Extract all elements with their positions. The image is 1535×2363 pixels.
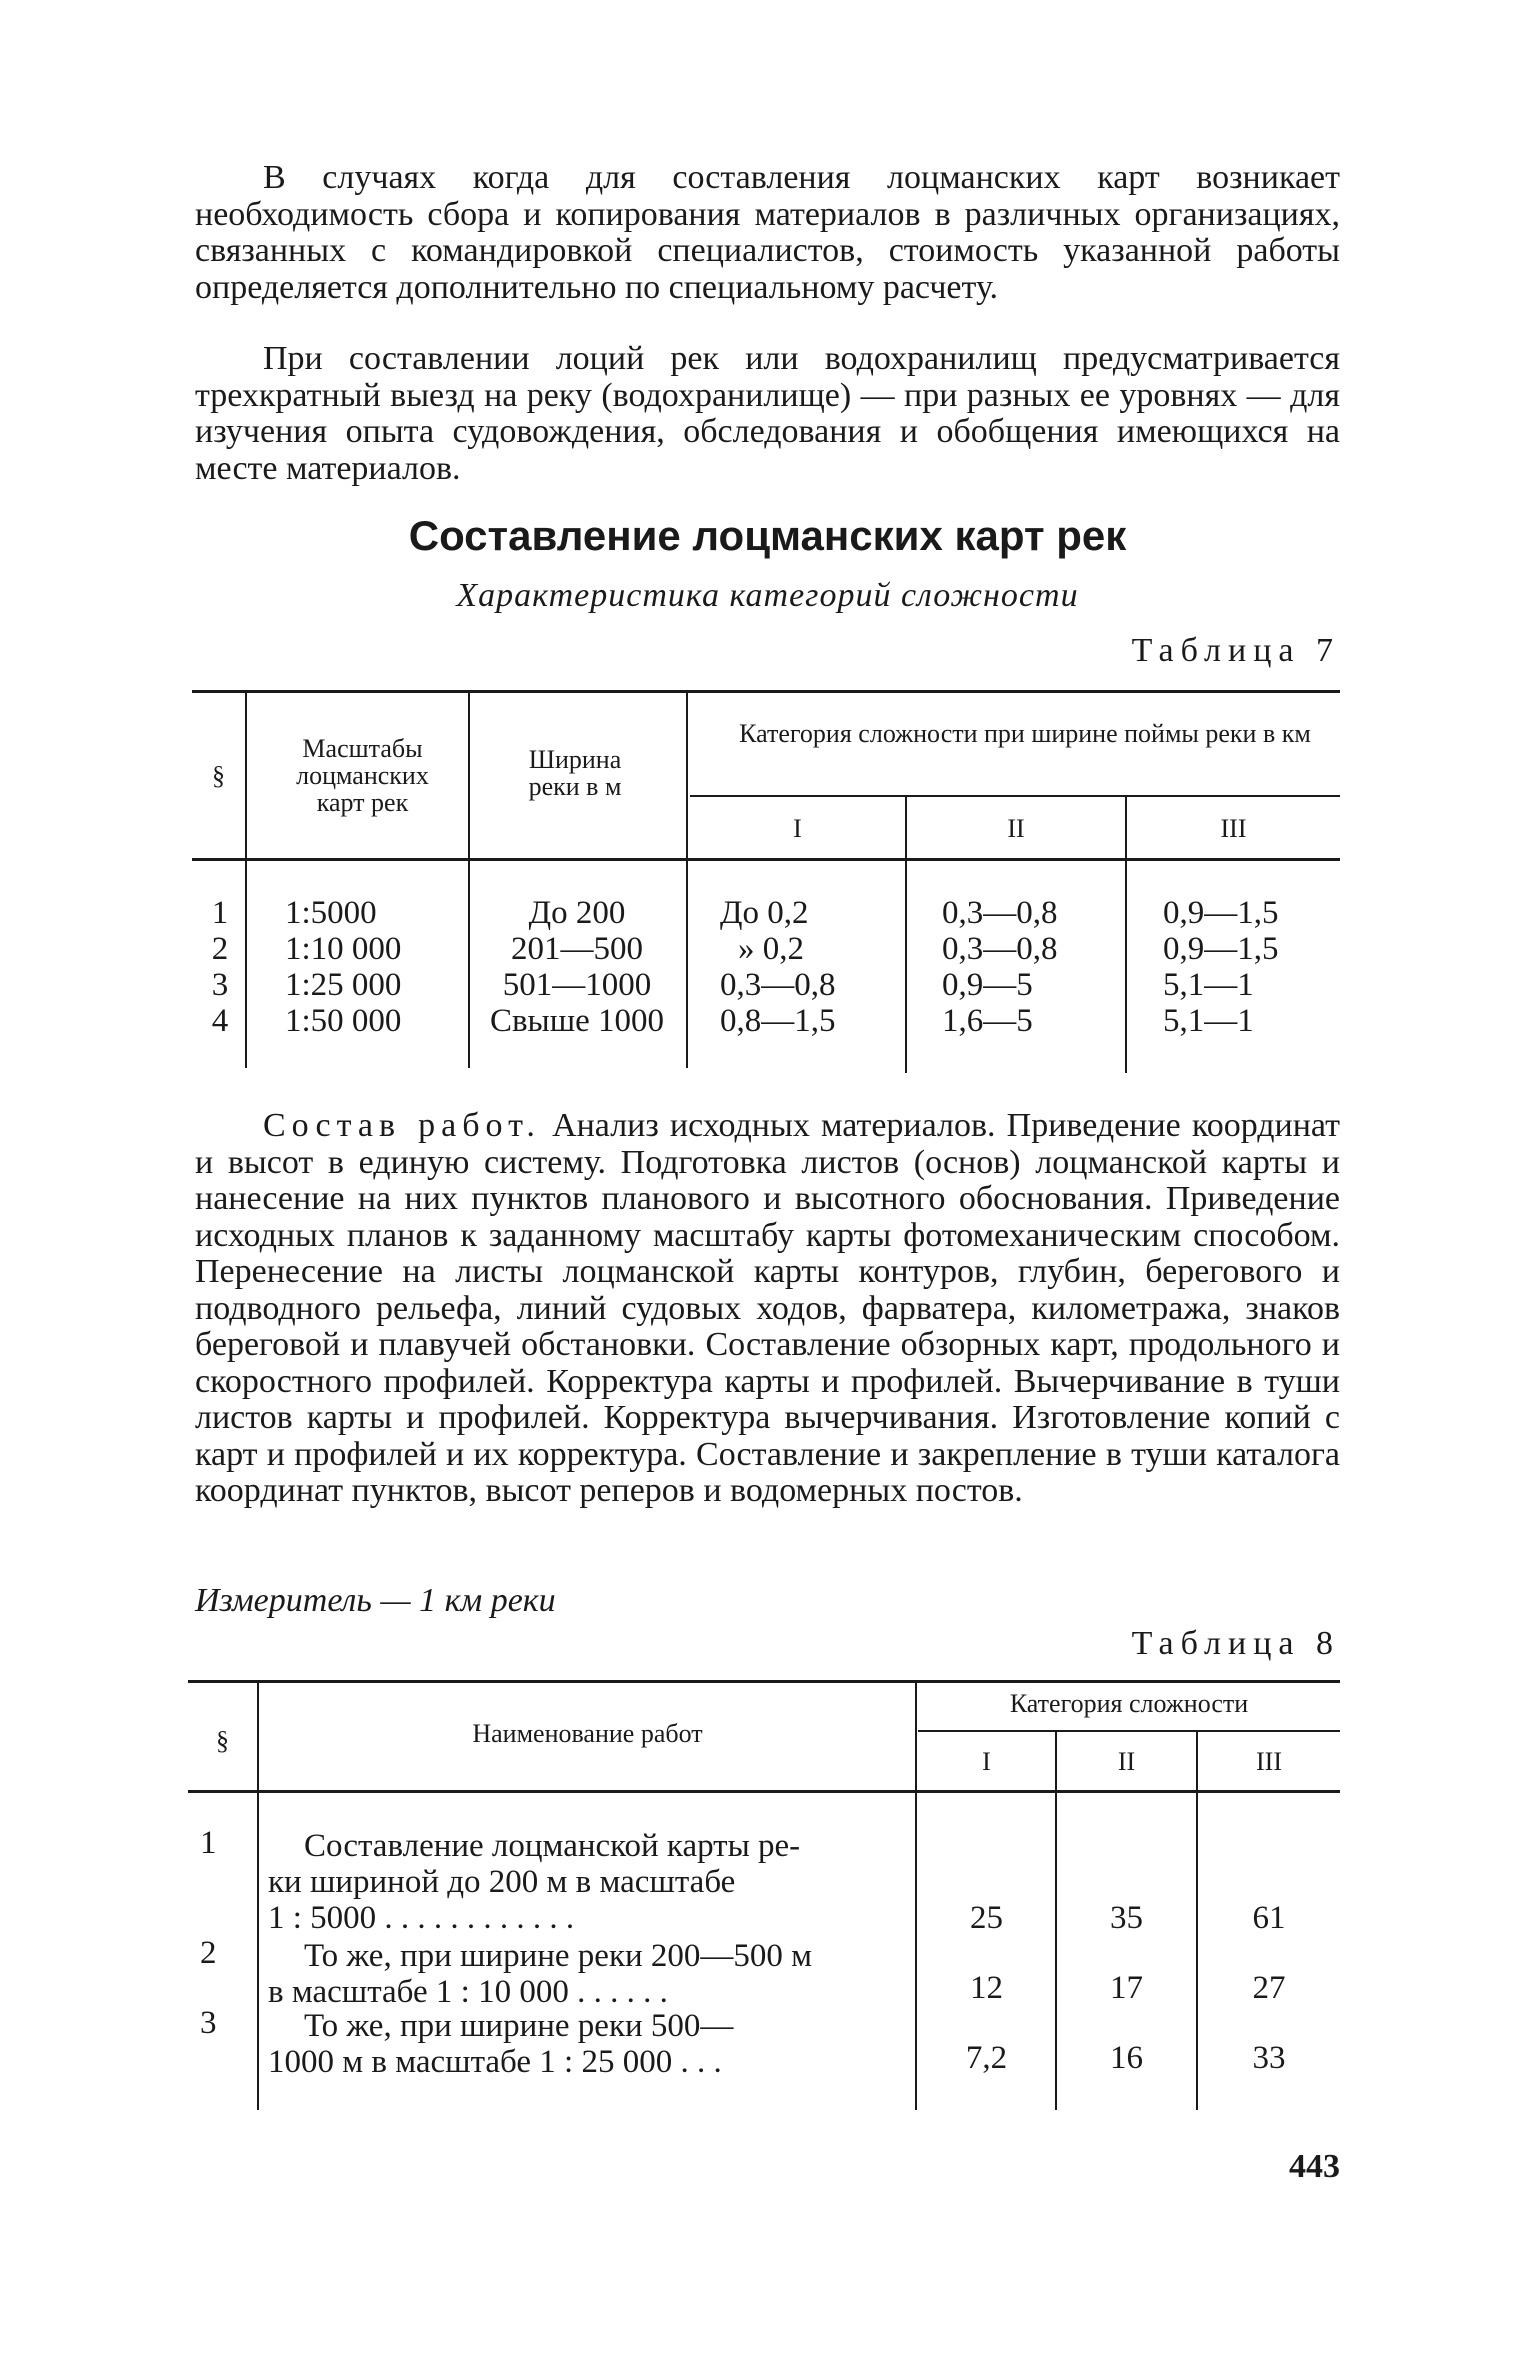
table8-row3-c3: 33 — [1252, 2040, 1286, 2076]
table7-cell: 5,1—1 — [1163, 1003, 1254, 1039]
table7-header-para: § — [212, 761, 225, 790]
table8-header-cat1: I — [982, 1747, 991, 1776]
section-subtitle: Характеристика категорий сложности — [456, 577, 1079, 614]
table8-row3-name — [268, 2008, 896, 2080]
table7-cell: 1:25 000 — [285, 967, 402, 1003]
table7-cell: 0,9—1,5 — [1163, 895, 1279, 931]
work-lead: Состав работ. — [263, 1107, 541, 1144]
table7-header-scale: Масштабы лоцманских карт рек — [296, 734, 429, 817]
table7-cell: 1:5000 — [285, 895, 377, 931]
table8-row1-line: 1 : 5000 . . . . . . . . . . . . — [268, 1900, 575, 1936]
table8-label: Таблица 8 — [1131, 1625, 1340, 1662]
table8-row2-name — [268, 1938, 896, 2010]
page-number: 443 — [1289, 2148, 1340, 2185]
table8-header-name: Наименование работ — [472, 1719, 703, 1748]
table7-cell: Свыше 1000 — [489, 1003, 665, 1039]
table7-col-para — [205, 895, 235, 1039]
table8-header-cat2: II — [1117, 1747, 1136, 1776]
table7-cell: 3 — [211, 967, 229, 1003]
table7-cell: До 200 — [528, 895, 626, 931]
table8-row1-c3: 61 — [1252, 1900, 1286, 1936]
work-composition — [195, 1108, 1340, 1510]
table8-row1-c2: 35 — [1110, 1900, 1143, 1936]
table7-header-cat3: III — [1220, 814, 1247, 843]
table8-row3-c2: 16 — [1110, 2040, 1143, 2076]
table8-row1-num: 1 — [200, 1825, 217, 1861]
table8-header-para: § — [216, 1726, 229, 1755]
table7-label: Таблица 7 — [1131, 632, 1340, 669]
table8-row2-num: 2 — [200, 1935, 217, 1971]
table7-cell: 5,1—1 — [1163, 967, 1254, 1003]
table7-cell: 0,9—1,5 — [1163, 931, 1279, 967]
table7-cell: 4 — [211, 1003, 229, 1039]
table8-row1-c1: 25 — [970, 1900, 1003, 1936]
table7-cell: 0,8—1,5 — [720, 1003, 836, 1039]
table8-row2-c3: 27 — [1252, 1970, 1286, 2006]
work-measure: Измеритель — 1 км реки — [195, 1582, 556, 1619]
table8-row1-name — [268, 1828, 896, 1936]
table7-col-width — [470, 895, 684, 1039]
table7-cell: 501—1000 — [502, 967, 652, 1003]
table7-header-cat2: II — [1007, 814, 1025, 843]
table8-row1-line: Составление лоцманской карты ре- — [304, 1828, 801, 1864]
table8-header-cat3: III — [1256, 1747, 1282, 1776]
work-text: Анализ исходных материалов. Приведение координат и высот в единую систему. Подготовка листов (основ) лоцманской карты и нанесение на них пунктов планового и высотного обоснования. Приведение исходных планов к заданному масштабу карты фотомеханическим способом. Перенесение на листы лоцманской карты контуров, глубин, берегового и подводного рельефа, линий судовых ходов, фарватера, километража, знаков береговой и плавучей обстановки. Составление обзорных карт, продольного и скоростного профилей. Корректура карты и профилей. Вычерчивание в туши листов карты и профилей. Корректура вычерчивания. Изготовление копий с карт и профилей и их корректура. Составление и закрепление в туши каталога координат пунктов, высот реперов и водомерных постов. — [195, 1107, 1341, 1509]
paragraph-2: При составлении лоций рек или водохранилищ предусматривается трехкратный выезд на реку (водохранилище) — при разных ее уровнях — для изучения опыта судовождения, обследования и обобщения имеющихся на месте материалов. — [195, 340, 1340, 487]
paragraph-1: В случаях когда для составления лоцманских карт возникает необходимость сбора и копирования материалов в различных организациях, связанных с командировкой специалистов, стоимость указанной работы определяется дополнительно по специальному расчету. — [195, 159, 1340, 306]
table8-row3-line: То же, при ширине реки 500— — [304, 2008, 734, 2044]
table7-col-cat1 — [720, 895, 836, 1039]
table7-col-cat2 — [942, 895, 1058, 1039]
table8-row2-c1: 12 — [970, 1970, 1003, 2006]
table7-cell: 0,9—5 — [942, 967, 1033, 1003]
table8-header-category: Категория сложности — [1009, 1689, 1249, 1718]
table7-header-category: Категория сложности при ширине поймы реки в км — [739, 719, 1311, 748]
table7-col-cat3 — [1163, 895, 1279, 1039]
table7-cell: До 0,2 — [720, 895, 809, 931]
table7-cell: » 0,2 — [738, 931, 804, 967]
table7-cell: 1:50 000 — [285, 1003, 402, 1039]
table8-row1-line: ки шириной до 200 м в масштабе — [268, 1864, 736, 1900]
table7-cell: 0,3—0,8 — [942, 931, 1058, 967]
table8-row2-c2: 17 — [1110, 1970, 1143, 2006]
table8-row3-c1: 7,2 — [965, 2040, 1008, 2076]
table7-cell: 2 — [211, 931, 229, 967]
table7-cell: 1,6—5 — [942, 1003, 1033, 1039]
table7-cell: 1 — [211, 895, 229, 931]
table8-row2-line: в масштабе 1 : 10 000 . . . . . . — [268, 1974, 668, 2010]
table8-row3-line: 1000 м в масштабе 1 : 25 000 . . . — [268, 2044, 722, 2080]
table7-cell: 0,3—0,8 — [720, 967, 836, 1003]
table7-cell: 201—500 — [511, 931, 643, 967]
table8-row3-num: 3 — [200, 2005, 217, 2041]
table7-cell: 1:10 000 — [285, 931, 402, 967]
table7-header-width: Ширина реки в м — [528, 745, 622, 801]
section-title: Составление лоцманских карт рек — [408, 512, 1127, 559]
table7-cell: 0,3—0,8 — [942, 895, 1058, 931]
table7-header-cat1: I — [793, 814, 802, 843]
table7-col-scale — [285, 895, 401, 1039]
table8-row2-line: То же, при ширине реки 200—500 м — [304, 1938, 813, 1974]
